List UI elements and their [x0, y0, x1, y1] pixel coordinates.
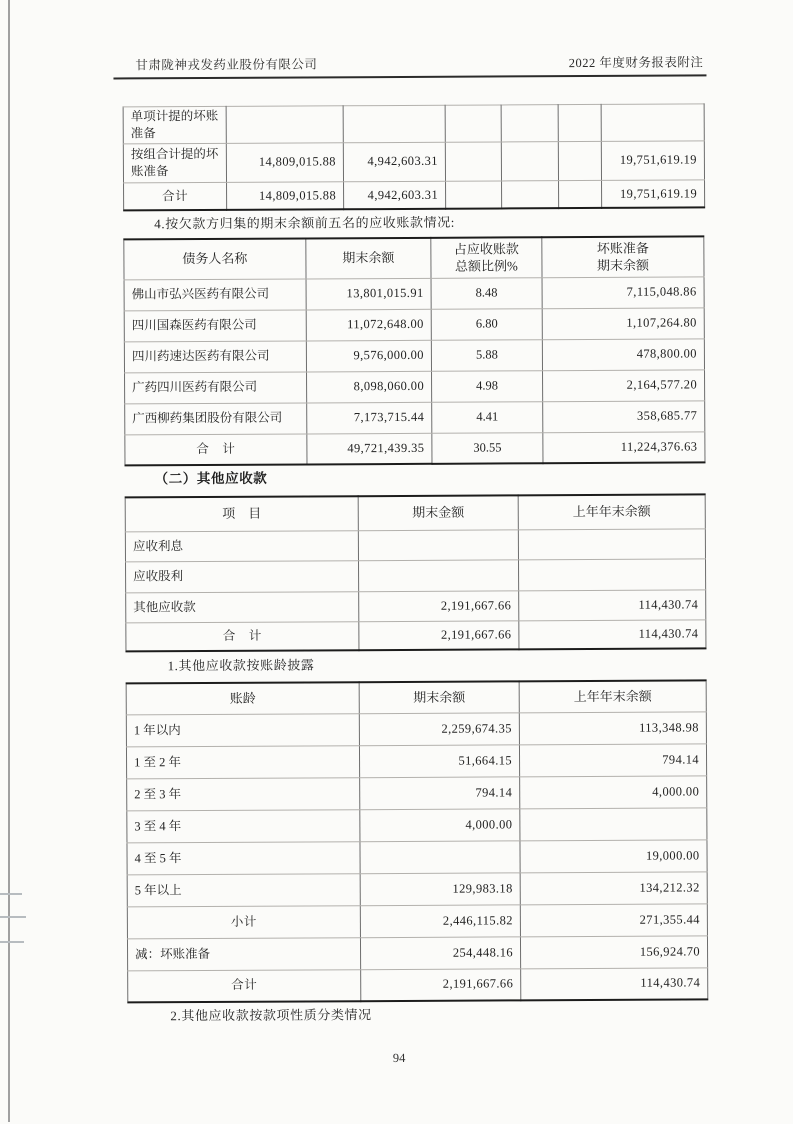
cell-value: 156,924.70 — [520, 935, 707, 968]
cell-value: 19,751,619.19 — [601, 141, 704, 181]
row-label: 佛山市弘兴医药有限公司 — [124, 278, 306, 310]
cell-value: 1,107,264.80 — [542, 307, 704, 339]
row-label: 四川国森医药有限公司 — [124, 309, 306, 341]
cell-value: 14,809,015.88 — [227, 182, 344, 211]
cell-value: 2,164,577.20 — [543, 369, 705, 401]
page-header — [135, 52, 703, 73]
row-label: 按组合计提的坏账准备 — [123, 143, 226, 183]
section-title-other-receivables: （二）其他应收款 — [154, 470, 268, 487]
cell-value: 4.41 — [432, 401, 543, 433]
cell-value — [520, 807, 707, 840]
table-total-row — [128, 967, 708, 1002]
row-label: 应收股利 — [125, 560, 358, 592]
section-title-aging: 1.其他应收款按账龄披露 — [167, 657, 315, 674]
row-label: 2 至 3 年 — [127, 777, 360, 810]
table-header-row — [126, 680, 706, 714]
cell-value: 9,576,000.00 — [306, 340, 431, 372]
cell-value: 5.88 — [431, 339, 542, 371]
scan-noise-mark — [0, 916, 26, 918]
row-label: 3 至 4 年 — [127, 809, 360, 842]
cell-value: 114,430.74 — [519, 619, 706, 649]
cell-value: 4,942,603.31 — [344, 181, 446, 210]
cell-value — [559, 180, 602, 208]
column-header-line: 坏账准备 — [596, 240, 649, 256]
cell-value: 271,355.44 — [520, 903, 707, 936]
cell-value: 129,983.18 — [360, 872, 520, 905]
cell-value: 2,191,667.66 — [361, 968, 521, 1001]
table-row — [126, 743, 706, 778]
company-name: 甘肃陇神戎发药业股份有限公司 — [135, 57, 318, 73]
cell-value — [502, 180, 559, 208]
column-header-ratio — [431, 237, 542, 278]
cell-value: 2,446,115.82 — [360, 904, 520, 937]
table-row — [125, 400, 705, 434]
column-header-balance: 期末余额 — [306, 238, 431, 279]
cell-value — [558, 104, 601, 141]
table-row — [127, 871, 707, 906]
section-title-top5: 4.按欠款方归集的期末余额前五名的应收账款情况: — [154, 214, 456, 232]
cell-value: 11,224,376.63 — [543, 431, 705, 463]
cell-value: 19,751,619.19 — [602, 180, 705, 209]
column-header-prior: 上年年末余额 — [519, 680, 706, 712]
table-row — [127, 839, 707, 874]
cell-value — [226, 106, 343, 143]
cell-value: 30.55 — [432, 432, 543, 464]
other-receivables-summary-table — [125, 493, 707, 652]
cell-value: 4,000.00 — [360, 808, 520, 841]
cell-value — [501, 105, 558, 142]
table-header-row — [124, 236, 704, 279]
column-header-line: 总额比例% — [454, 258, 518, 274]
row-label: 合 计 — [125, 433, 307, 465]
row-label: 1 至 2 年 — [126, 745, 359, 778]
table-row — [126, 589, 706, 622]
cell-value: 51,664.15 — [359, 744, 519, 777]
scan-noise-mark — [0, 893, 22, 895]
cell-value: 134,212.32 — [520, 871, 707, 904]
row-label: 1 年以内 — [126, 713, 359, 746]
table-row — [124, 276, 704, 310]
cell-value: 4,000.00 — [520, 775, 707, 808]
cell-value: 49,721,439.35 — [307, 433, 432, 465]
cell-value: 2,191,667.66 — [359, 620, 519, 650]
row-label: 合计 — [128, 969, 361, 1002]
column-header-debtor: 债务人名称 — [124, 238, 306, 279]
table-row — [124, 338, 704, 372]
cell-value — [445, 142, 501, 181]
cell-value — [358, 559, 518, 591]
table-row — [124, 307, 704, 341]
row-label: 小计 — [127, 905, 360, 938]
cell-value — [501, 141, 558, 180]
table-row — [123, 104, 704, 144]
bad-debt-provision-table — [123, 103, 706, 211]
cell-value: 19,000.00 — [520, 839, 707, 872]
header-divider — [113, 74, 706, 79]
row-label: 应收利息 — [125, 530, 358, 561]
cell-value: 6.80 — [431, 308, 542, 340]
table-total-row — [125, 431, 705, 465]
row-label: 减：坏账准备 — [127, 937, 360, 970]
table-row — [127, 935, 707, 970]
table-header-row — [125, 494, 705, 531]
row-label: 广西柳药集团股份有限公司 — [125, 402, 307, 434]
cell-value: 7,173,715.44 — [307, 402, 432, 434]
row-label: 其他应收款 — [126, 591, 359, 622]
column-header-current: 期末金额 — [358, 495, 518, 530]
column-header-line: 占应收账款 — [453, 241, 519, 257]
row-label: 5 年以上 — [127, 873, 360, 906]
cell-value: 4,942,603.31 — [343, 142, 445, 182]
row-label: 四川药速达医药有限公司 — [124, 340, 306, 372]
cell-value — [558, 141, 601, 180]
section-title-nature: 2.其他应收款按款项性质分类情况 — [170, 1007, 372, 1024]
cell-value: 11,072,648.00 — [306, 309, 431, 341]
table-row — [127, 807, 707, 842]
row-label: 合计 — [124, 182, 227, 211]
cell-value: 254,448.16 — [360, 936, 520, 969]
column-header-line: 期末余额 — [596, 257, 649, 274]
aging-disclosure-table — [126, 679, 709, 1003]
table-subtotal-row — [127, 903, 707, 938]
column-header-item: 项 目 — [125, 496, 358, 531]
cell-value: 2,259,674.35 — [359, 712, 519, 745]
table-row — [123, 141, 704, 183]
table-row — [124, 180, 705, 211]
cell-value: 358,685.77 — [543, 400, 705, 432]
cell-value — [358, 529, 518, 560]
row-label: 广药四川医药有限公司 — [125, 371, 307, 403]
cell-value — [360, 840, 520, 873]
cell-value: 13,801,015.91 — [306, 278, 431, 310]
table-total-row — [126, 619, 706, 651]
cell-value — [446, 181, 502, 209]
cell-value: 7,115,048.86 — [542, 276, 704, 308]
row-label: 合 计 — [126, 621, 359, 651]
column-header-aging: 账龄 — [126, 682, 359, 714]
cell-value — [343, 105, 445, 142]
column-header-provision — [542, 236, 704, 277]
page-number: 94 — [392, 1050, 406, 1066]
row-label: 4 至 5 年 — [127, 841, 360, 874]
scan-edge-artifact — [8, 0, 10, 1122]
cell-value — [601, 104, 704, 141]
table-row — [127, 775, 707, 810]
table-row — [125, 369, 705, 403]
cell-value — [518, 558, 705, 590]
cell-value: 794.14 — [519, 743, 706, 776]
cell-value: 794.14 — [360, 776, 520, 809]
cell-value: 113,348.98 — [519, 711, 706, 744]
table-row — [125, 558, 705, 592]
column-header-prior: 上年年末余额 — [518, 494, 705, 529]
scan-noise-mark — [0, 941, 24, 943]
cell-value: 4.98 — [432, 370, 543, 402]
cell-value — [518, 528, 705, 559]
column-header-current: 期末余额 — [359, 681, 519, 713]
cell-value: 2,191,667.66 — [359, 590, 519, 621]
top5-debtors-table — [123, 235, 705, 466]
cell-value: 8,098,060.00 — [307, 371, 432, 403]
table-row — [125, 528, 705, 561]
cell-value: 478,800.00 — [542, 338, 704, 370]
table-row — [126, 711, 706, 746]
cell-value: 114,430.74 — [521, 967, 708, 1000]
cell-value — [445, 105, 501, 142]
cell-value: 14,809,015.88 — [226, 143, 343, 183]
row-label: 单项计提的坏账准备 — [123, 106, 226, 143]
cell-value: 8.48 — [431, 277, 542, 309]
cell-value: 114,430.74 — [519, 589, 706, 620]
report-title: 2022 年度财务报表附注 — [568, 55, 704, 71]
